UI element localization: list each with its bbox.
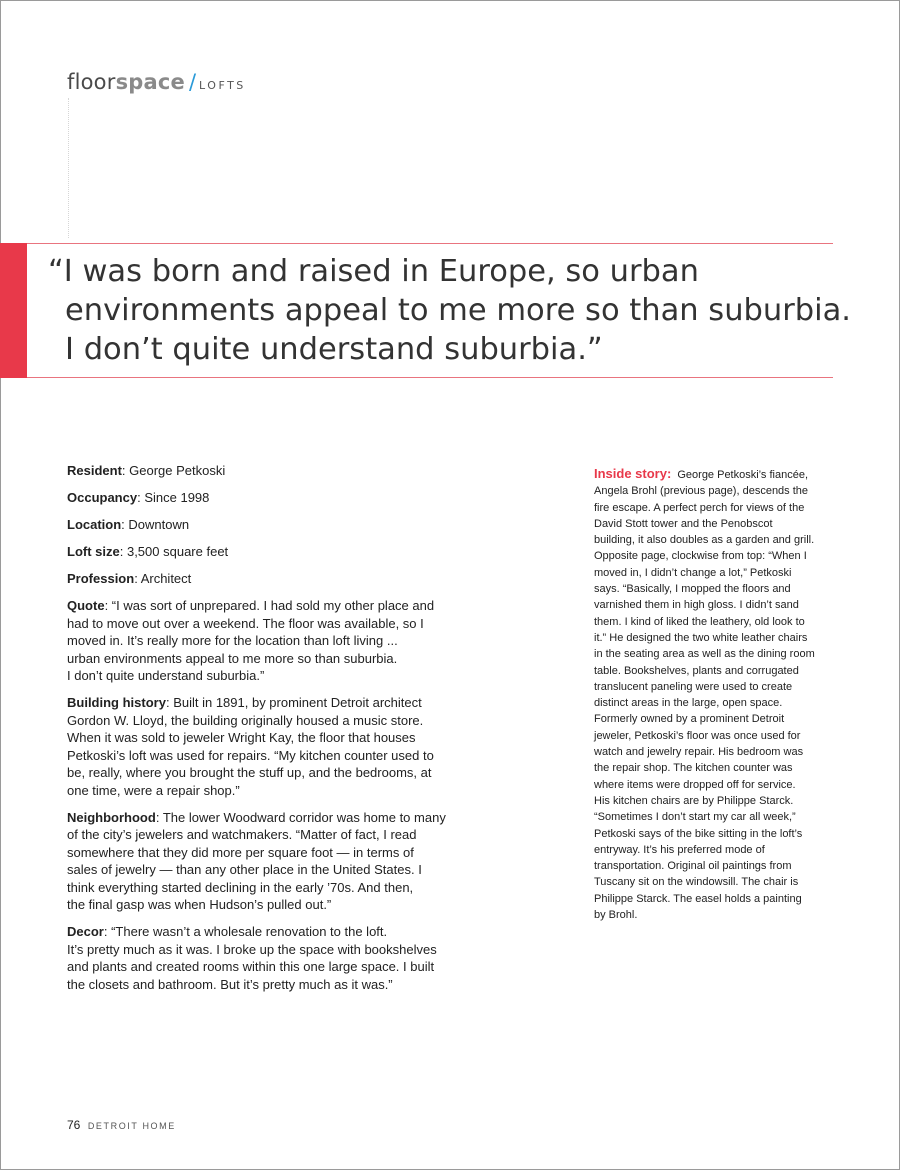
sidebar-line: in the seating area as well as the dining room <box>594 648 815 661</box>
fact-label: Location <box>67 517 122 532</box>
fact-line <box>67 489 447 507</box>
fact-line <box>67 570 447 588</box>
fact-value: one time, were a repair shop.” <box>67 782 240 798</box>
fact-value: 3,500 square feet <box>126 544 229 559</box>
fact-line <box>67 896 447 914</box>
sidebar-line: watch and jewelry repair. His bedroom was <box>594 746 804 759</box>
fact-line <box>67 861 447 879</box>
fact-label: Occupancy <box>67 490 138 505</box>
sidebar-line: varnished them in high gloss. I didn’t sand <box>594 599 799 612</box>
sidebar-line: jeweler, Petkoski’s floor was once used for <box>594 729 801 742</box>
fact-value: The lower Woodward corridor was home to many <box>162 809 446 825</box>
fact-value: the closets and bathroom. But it’s pretty much as it was.” <box>67 976 393 992</box>
section-name: LOFTS <box>199 79 246 92</box>
pull-quote <box>48 252 851 369</box>
fact-value: moved in. It’s really more for the location than loft living ... <box>67 633 398 648</box>
fact-separator: : <box>121 463 130 478</box>
sidebar-line: Angela Brohl (previous page), descends the <box>594 485 809 498</box>
fact-label: Decor <box>67 924 104 939</box>
fact-value: Built in 1891, by prominent Detroit architect <box>173 695 422 710</box>
sidebar-line: translucent paneling were used to create <box>594 680 793 693</box>
fact-separator: : <box>104 598 112 613</box>
fact-paragraph <box>67 543 447 561</box>
sidebar-line: says. “Basically, I mopped the floors and <box>594 583 791 596</box>
sidebar-line: where items were dropped off for service. <box>594 778 796 791</box>
fact-paragraph <box>67 489 447 507</box>
fact-line <box>67 462 447 480</box>
fact-line <box>67 976 447 994</box>
fact-value: It’s pretty much as it was. I broke up the space with bookshelves <box>67 941 437 957</box>
fact-separator: : <box>134 571 141 586</box>
quote-rule-bottom <box>27 377 833 378</box>
page-number: 76 <box>67 1118 81 1132</box>
sidebar-line: Tuscany sit on the windowsill. The chair is <box>594 876 799 889</box>
sidebar-body <box>594 469 818 923</box>
fact-line <box>67 597 447 615</box>
sidebar-line: distinct areas in the large, open space. <box>594 697 783 710</box>
quote-rule-top <box>27 243 833 244</box>
fact-line <box>67 923 447 941</box>
sidebar-line: by Brohl. <box>594 909 638 922</box>
sidebar-line: Philippe Starck. The easel holds a painting <box>594 892 802 905</box>
fact-value: somewhere that they did more per square foot — in terms of <box>67 844 414 860</box>
fact-paragraph <box>67 516 447 534</box>
sidebar-line: it.” He designed the two white leather chairs <box>594 631 808 644</box>
dotted-rule <box>68 98 69 238</box>
fact-line <box>67 826 447 844</box>
fact-line <box>67 782 447 800</box>
sidebar-line: Petkoski says of the bike sitting in the loft’s <box>594 827 803 840</box>
sidebar-line: them. I kind of liked the leathery, old look to <box>594 615 805 628</box>
fact-value: think everything started declining in the early ’70s. And then, <box>67 879 414 895</box>
fact-label: Resident <box>67 463 122 478</box>
sidebar-line: transportation. Original oil paintings from <box>594 860 792 873</box>
accent-bar <box>0 243 27 378</box>
fact-line <box>67 632 447 650</box>
section-header <box>67 70 246 94</box>
sidebar-line: Formerly owned by a prominent Detroit <box>594 713 785 726</box>
fact-value: of the city’s jewelers and watchmakers. “Matter of fact, I read <box>67 827 417 842</box>
pull-quote-line: environments appeal to me more so than suburbia. <box>65 293 851 328</box>
fact-label: Neighborhood <box>67 809 156 825</box>
main-column <box>67 462 447 1003</box>
fact-value: sales of jewelry — than any other place in the United States. I <box>67 862 422 877</box>
sidebar-line: David Stott tower and the Penobscot <box>594 517 773 530</box>
fact-value: had to move out over a weekend. The floor was available, so I <box>67 615 424 631</box>
fact-line <box>67 543 447 561</box>
fact-value: Downtown <box>128 517 190 532</box>
fact-label: Loft size <box>67 544 120 559</box>
fact-value: George Petkoski <box>129 463 226 478</box>
sidebar-line: table. Bookshelves, plants and corrugated <box>594 664 799 677</box>
sidebar-line: fire escape. A perfect perch for views of the <box>594 501 805 514</box>
fact-value: “I was sort of unprepared. I had sold my other place and <box>111 598 435 613</box>
brand-slash: / <box>188 70 197 94</box>
fact-line <box>67 764 447 782</box>
fact-separator: : <box>155 809 163 825</box>
fact-value: Architect <box>140 571 192 586</box>
fact-value: Petkoski’s loft was used for repairs. “My kitchen counter used to <box>67 747 434 763</box>
fact-line <box>67 712 447 730</box>
sidebar-line: George Petkoski’s fiancée, <box>677 469 809 481</box>
pull-quote-line: “I was born and raised in Europe, so urban <box>48 254 699 289</box>
fact-separator: : <box>119 544 127 559</box>
sidebar-line: His kitchen chairs are by Philippe Starck. <box>594 794 794 807</box>
fact-value: I don’t quite understand suburbia.” <box>67 668 265 683</box>
fact-label: Quote <box>67 598 105 613</box>
fact-line <box>67 879 447 897</box>
fact-line <box>67 667 447 685</box>
fact-value: “There wasn’t a wholesale renovation to the loft. <box>111 924 388 939</box>
fact-value: When it was sold to jeweler Wright Kay, the floor that houses <box>67 730 416 745</box>
fact-separator: : <box>103 924 112 939</box>
fact-separator: : <box>165 695 174 710</box>
fact-line <box>67 729 447 747</box>
sidebar-line: moved in, I didn’t change a lot,” Petkoski <box>594 566 792 579</box>
fact-value: the final gasp was when Hudson’s pulled out.” <box>67 897 332 912</box>
fact-value: and plants and created rooms within this one large space. I built <box>67 959 435 974</box>
fact-paragraph <box>67 923 447 993</box>
sidebar-line: “Sometimes I don’t start my car all week,” <box>594 811 796 824</box>
sidebar-line: the repair shop. The kitchen counter was <box>594 762 793 775</box>
fact-line <box>67 747 447 765</box>
fact-value: be, really, where you brought the stuff up, and the bedrooms, at <box>67 765 432 780</box>
fact-line <box>67 958 447 976</box>
fact-line <box>67 650 447 668</box>
fact-value: Gordon W. Lloyd, the building originally housed a music store. <box>67 712 424 728</box>
fact-separator: : <box>121 517 129 532</box>
fact-line <box>67 516 447 534</box>
sidebar-line: Opposite page, clockwise from top: “When I <box>594 550 807 563</box>
sidebar-caption <box>594 466 818 923</box>
fact-line <box>67 941 447 959</box>
folio <box>67 1116 176 1134</box>
fact-line <box>67 809 447 827</box>
fact-label: Profession <box>67 571 135 586</box>
fact-paragraph <box>67 597 447 685</box>
fact-value: urban environments appeal to me more so than suburbia. <box>67 650 398 666</box>
pull-quote-line: I don’t quite understand suburbia.” <box>65 332 603 367</box>
fact-paragraph <box>67 462 447 480</box>
fact-label: Building history <box>67 695 166 710</box>
fact-value: Since 1998 <box>144 490 210 505</box>
fact-paragraph <box>67 809 447 914</box>
inside-story-label: Inside story: <box>594 466 672 481</box>
sidebar-line: building, it also doubles as a garden and grill. <box>594 534 815 547</box>
fact-separator: : <box>137 490 145 505</box>
fact-paragraph <box>67 694 447 799</box>
fact-line <box>67 615 447 633</box>
sidebar-line: entryway. It’s his preferred mode of <box>594 843 765 856</box>
brand-floor: floor <box>67 70 116 94</box>
brand-space: space <box>115 70 185 94</box>
fact-line <box>67 694 447 712</box>
fact-line <box>67 844 447 862</box>
magazine-name: DETROIT HOME <box>87 1121 176 1131</box>
fact-paragraph <box>67 570 447 588</box>
